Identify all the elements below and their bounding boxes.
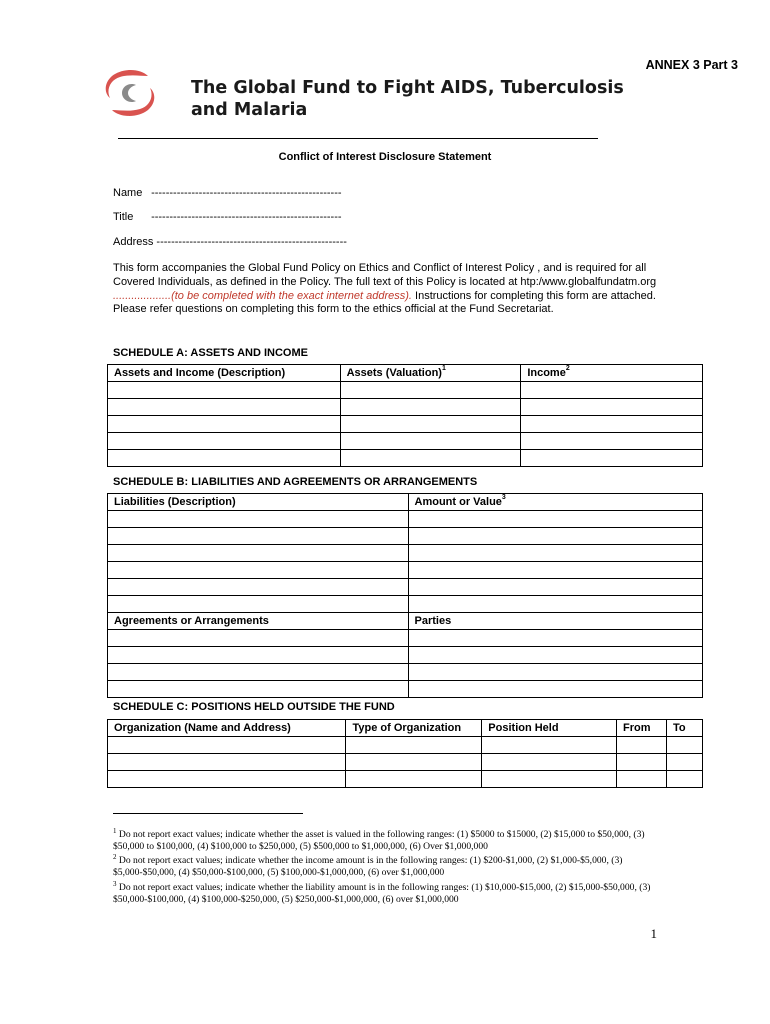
table-cell[interactable] — [346, 754, 482, 771]
address-field[interactable] — [113, 236, 347, 248]
header-cell: Assets and Income (Description) — [108, 365, 341, 382]
header-cell: Type of Organization — [346, 720, 482, 737]
table-cell[interactable] — [408, 630, 702, 647]
name-field[interactable] — [113, 187, 342, 199]
schedule-b-table — [107, 493, 703, 698]
table-cell[interactable] — [108, 511, 409, 528]
table-cell[interactable] — [667, 771, 703, 788]
table-row — [108, 596, 703, 613]
table-cell[interactable] — [108, 579, 409, 596]
schedule-a-title: SCHEDULE A: ASSETS AND INCOME — [113, 347, 308, 359]
table-cell[interactable] — [108, 754, 346, 771]
header-cell: Assets (Valuation)$^1$ — [340, 365, 521, 382]
page-number: 1 — [650, 926, 657, 941]
table-cell[interactable] — [108, 647, 409, 664]
table-header-row — [108, 494, 703, 511]
header-cell: From — [617, 720, 667, 737]
footnote-1: $^1$ Do not report exact values; indicate whether the asset is valued in the following ranges: (1) $5000 to $15000, (2) $15,000 to $50,000, (3) $50,000 to $100,000, (4) $100,000 to $250,000, (5) $500,000 to $1,000,000, (6) Over $1,000,000 — [113, 827, 645, 852]
table-row — [108, 630, 703, 647]
table-cell[interactable] — [408, 528, 702, 545]
table-cell[interactable] — [408, 545, 702, 562]
table-row — [108, 562, 703, 579]
table-cell[interactable] — [521, 399, 703, 416]
schedule-c-title: SCHEDULE C: POSITIONS HELD OUTSIDE THE FUND — [113, 701, 395, 713]
table-cell[interactable] — [108, 630, 409, 647]
table-cell[interactable] — [108, 562, 409, 579]
table-row — [108, 771, 703, 788]
table-cell[interactable] — [340, 382, 521, 399]
table-cell[interactable] — [340, 416, 521, 433]
footnote-3: $^3$ Do not report exact values; indicate whether the liability amount is in the following ranges: (1) $10,000-$15,000, (2) $15,000-$50,000, (3) $50,000-$100,000, (4) $100,000-$250,000, (5) $250,000-$1,000,000, (6) over $1,000,000 — [113, 879, 651, 905]
table-cell[interactable] — [482, 754, 617, 771]
intro-text-1: This form accompanies the Global Fund Policy on Ethics and Conflict of Interest Policy , and is required for all Covered Individuals, as defined in the Policy. The full text of this Policy is located at htp:/www.globalfundatm.org — [113, 262, 657, 288]
table-cell[interactable] — [346, 771, 482, 788]
header-divider — [118, 138, 598, 139]
table-cell[interactable] — [617, 737, 667, 754]
table-cell[interactable] — [108, 545, 409, 562]
header-cell: Agreements or Arrangements — [108, 613, 409, 630]
header-cell: Position Held — [482, 720, 617, 737]
table-cell[interactable] — [667, 754, 703, 771]
organization-title-line2: and Malaria — [191, 100, 308, 120]
table-cell[interactable] — [521, 382, 703, 399]
intro-url-placeholder: ...................(to be completed with the exact internet address). — [113, 289, 412, 302]
header-cell: Organization (Name and Address) — [108, 720, 346, 737]
schedule-b-title: SCHEDULE B: LIABILITIES AND AGREEMENTS OR ARRANGEMENTS — [113, 476, 478, 488]
table-row — [108, 681, 703, 698]
header-cell: Income$^2$ — [521, 365, 703, 382]
table-cell[interactable] — [108, 450, 341, 467]
table-row — [108, 450, 703, 467]
table-cell[interactable] — [521, 433, 703, 450]
header-cell: Parties — [408, 613, 702, 630]
table-row — [108, 754, 703, 771]
table-cell[interactable] — [617, 771, 667, 788]
title-blank[interactable]: ---------------------------------------------------- — [151, 211, 342, 223]
table-cell[interactable] — [521, 416, 703, 433]
table-cell[interactable] — [521, 450, 703, 467]
header-cell: To — [667, 720, 703, 737]
name-blank[interactable]: ---------------------------------------------------- — [151, 187, 342, 199]
table-row — [108, 382, 703, 399]
table-subheader-row — [108, 613, 703, 630]
table-cell[interactable] — [482, 737, 617, 754]
table-cell[interactable] — [667, 737, 703, 754]
table-header-row — [108, 365, 703, 382]
table-cell[interactable] — [108, 771, 346, 788]
table-cell[interactable] — [108, 664, 409, 681]
intro-text-2: Instructions for completing this form are attached. Please refer questions on completing this form to the ethics official at the Fund Secretariat. — [113, 289, 656, 316]
schedule-c-table — [107, 719, 703, 788]
table-cell[interactable] — [108, 596, 409, 613]
table-cell[interactable] — [108, 737, 346, 754]
table-row — [108, 528, 703, 545]
title-field[interactable] — [113, 211, 342, 223]
address-blank[interactable]: ---------------------------------------------------- — [156, 236, 347, 248]
table-cell[interactable] — [340, 433, 521, 450]
table-cell[interactable] — [482, 771, 617, 788]
table-row — [108, 579, 703, 596]
global-fund-logo — [96, 66, 164, 120]
address-label: Address — [113, 236, 154, 248]
table-cell[interactable] — [346, 737, 482, 754]
table-cell[interactable] — [340, 399, 521, 416]
annex-label: ANNEX 3 Part 3 — [645, 58, 738, 72]
organization-title — [191, 77, 624, 121]
header-cell: Amount or Value$^3$ — [408, 494, 702, 511]
table-cell[interactable] — [408, 562, 702, 579]
table-cell[interactable] — [108, 433, 341, 450]
title-label: Title — [113, 211, 134, 223]
table-row — [108, 416, 703, 433]
schedule-a-table — [107, 364, 703, 467]
table-cell[interactable] — [408, 664, 702, 681]
table-row — [108, 545, 703, 562]
table-cell[interactable] — [408, 681, 702, 698]
table-cell[interactable] — [340, 450, 521, 467]
table-cell[interactable] — [408, 511, 702, 528]
table-row — [108, 664, 703, 681]
footnote-2: $^2$ Do not report exact values; indicate whether the income amount is in the following ranges: (1) $200-$1,000, (2) $1,000-$5,000, (3) $5,000-$50,000, (4) $50,000-$100,000, (5) $100,000-$1,000,000, (6) over $1,000,000 — [113, 853, 623, 879]
table-cell[interactable] — [108, 382, 341, 399]
table-cell[interactable] — [408, 596, 702, 613]
table-row — [108, 511, 703, 528]
header-cell: Liabilities (Description) — [108, 494, 409, 511]
table-cell[interactable] — [108, 416, 341, 433]
table-row — [108, 647, 703, 664]
table-cell[interactable] — [408, 579, 702, 596]
table-cell[interactable] — [108, 399, 341, 416]
table-header-row — [108, 720, 703, 737]
organization-title-line1: The Global Fund to Fight AIDS, Tuberculosis — [191, 78, 624, 98]
table-row — [108, 737, 703, 754]
footnote-divider — [113, 813, 303, 814]
intro-paragraph — [113, 262, 661, 317]
table-cell[interactable] — [108, 681, 409, 698]
table-cell[interactable] — [108, 528, 409, 545]
name-label: Name — [113, 187, 143, 199]
table-cell[interactable] — [617, 754, 667, 771]
table-row — [108, 399, 703, 416]
footnotes — [113, 826, 673, 905]
form-title: Conflict of Interest Disclosure Statement — [278, 151, 492, 163]
table-row — [108, 433, 703, 450]
table-cell[interactable] — [408, 647, 702, 664]
